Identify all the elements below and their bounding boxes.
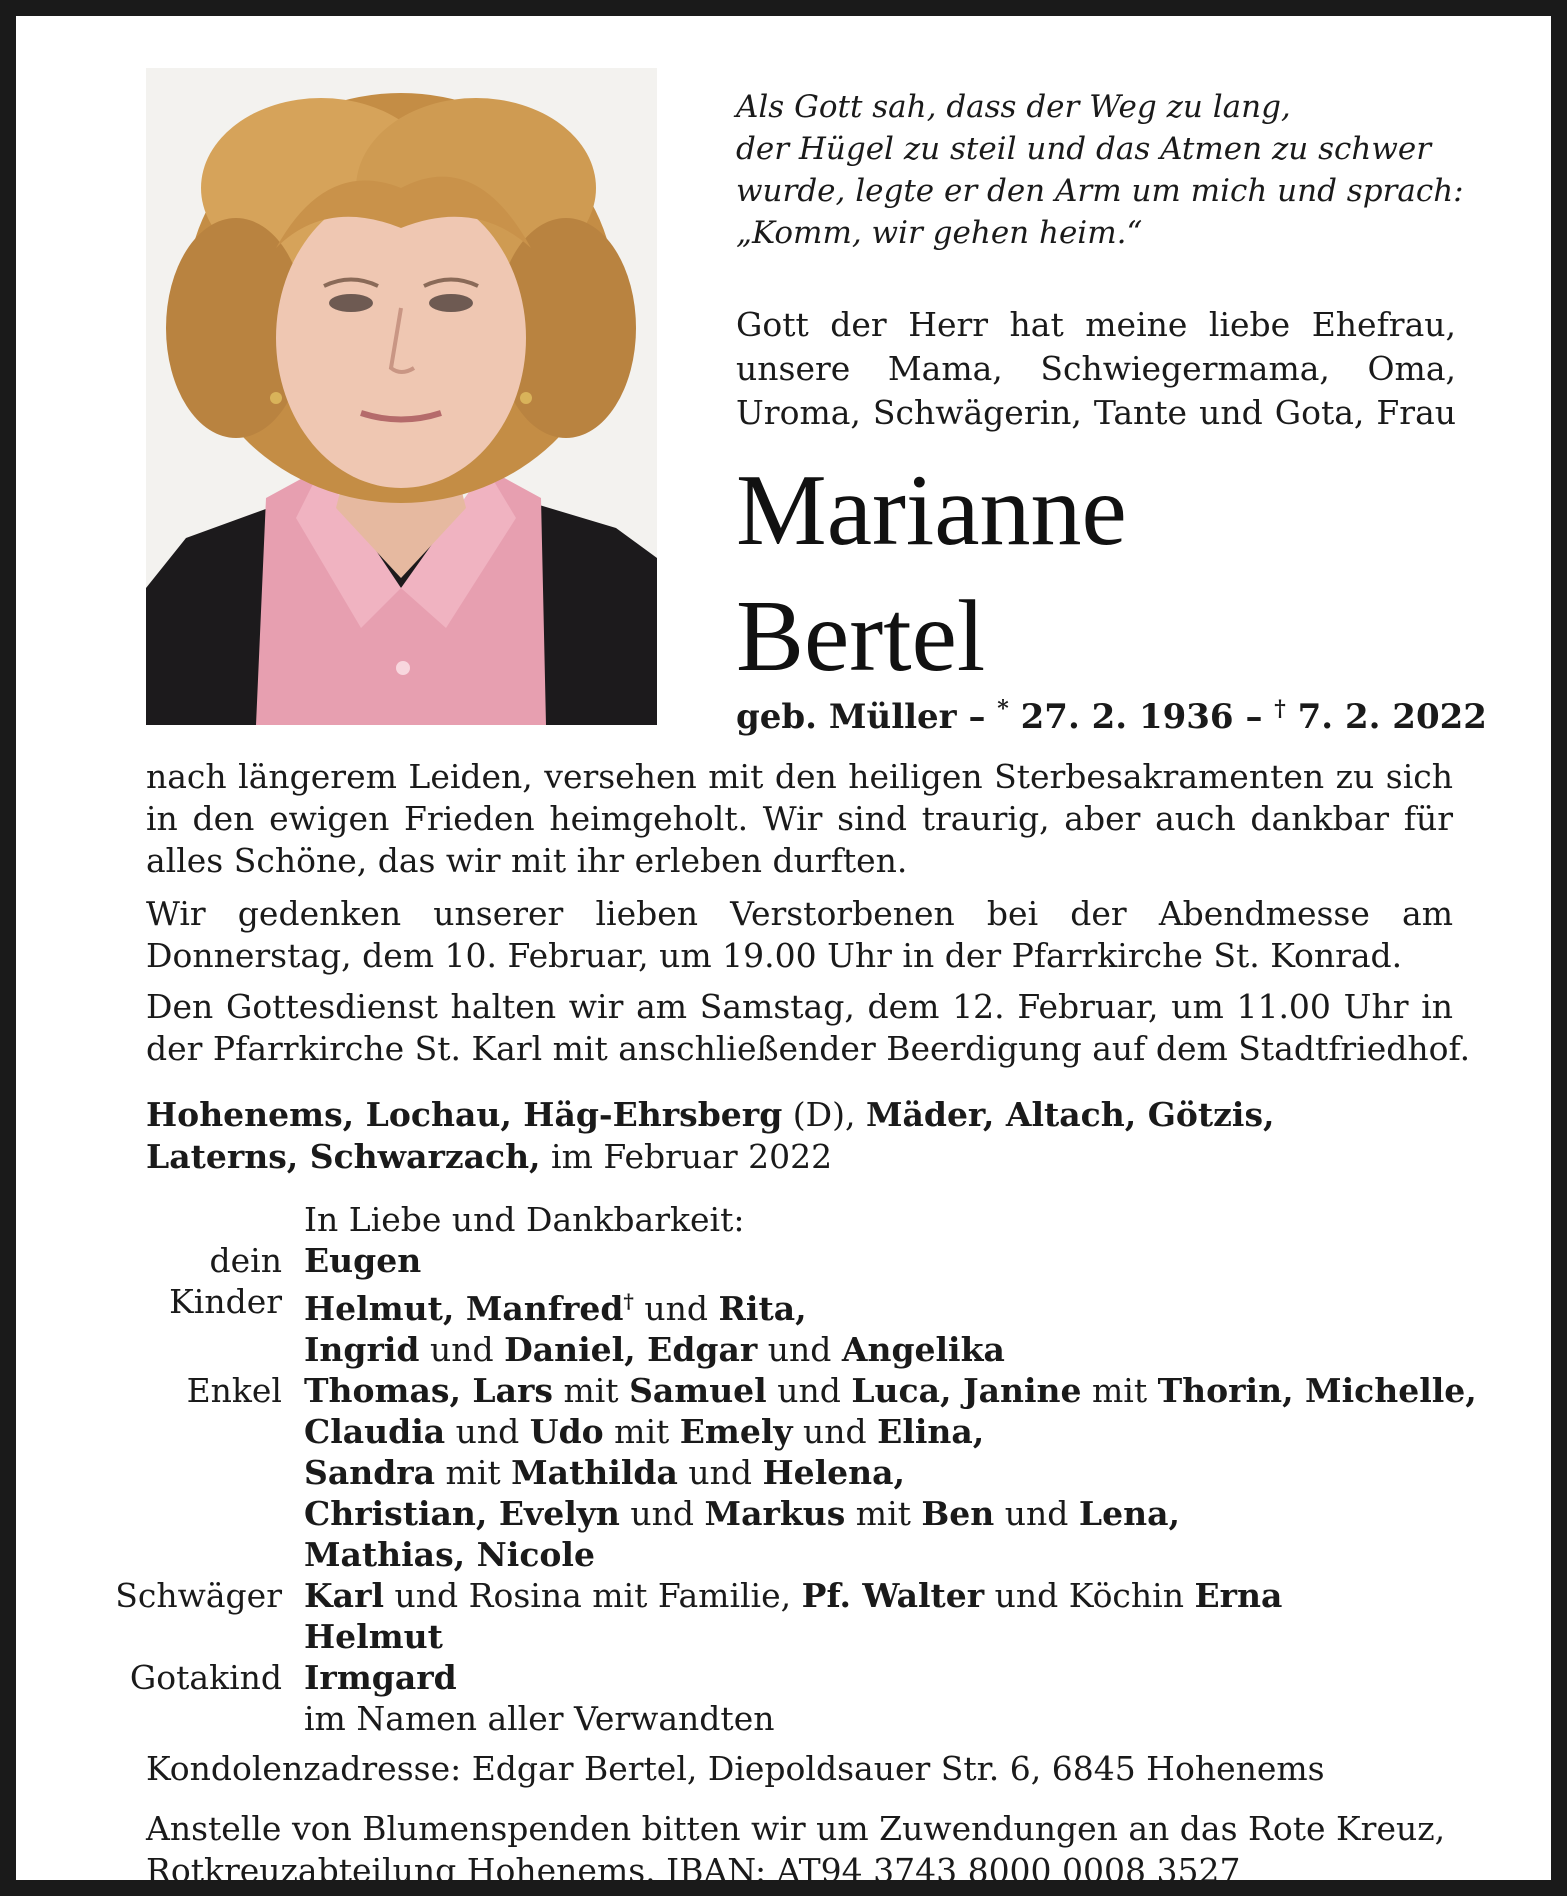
- intro-text: [736, 303, 1456, 435]
- donation-note: Anstelle von Blumenspenden bitten wir um Zuwendungen an das Rote Kreuz, Rotkreuzabteilung Hohenems. IBAN: AT94 3743 8000 0008 3527: [146, 1809, 1446, 1890]
- family-row-grandchildren: Enkel Thomas, Lars mit Samuel und Luca, Janine mit Thorin, Michelle,: [186, 1371, 1477, 1410]
- deceased-name: [736, 448, 1456, 700]
- family-row-godchild: Gotakind Irmgard: [129, 1658, 457, 1697]
- portrait-image: [146, 68, 657, 725]
- poem-line: wurde, legte er den Arm um mich und sprach:: [736, 173, 1464, 209]
- family-row-grandchildren-5: Mathias, Nicole: [304, 1535, 595, 1574]
- first-name: Marianne: [736, 454, 1127, 567]
- life-dates: geb. Müller – * 27. 2. 1936 – † 7. 2. 2022: [736, 696, 1487, 737]
- family-heading-row: [112, 1199, 1477, 1240]
- condolence-address: Kondolenzadresse: Edgar Bertel, Diepoldsauer Str. 6, 6845 Hohenems: [146, 1749, 1325, 1788]
- intro-line: Gott der Herr hat meine liebe Ehefrau,: [736, 305, 1456, 344]
- birth-name: geb. Müller: [736, 697, 957, 737]
- paragraph-announcement: nach längerem Leiden, versehen mit den heiligen Sterbesakramenten zu sich in den ewigen Frieden heimgeholt. Wir sind traurig, aber auch dankbar für alles Schöne, das wir mit ihr erleben durften.: [146, 757, 1453, 880]
- birth-symbol: *: [997, 696, 1009, 722]
- poem-line: „Komm, wir gehen heim.“: [736, 215, 1143, 251]
- birth-date: 27. 2. 1936: [1020, 697, 1234, 737]
- death-date: 7. 2. 2022: [1297, 697, 1487, 737]
- family-list: [112, 1199, 1477, 1739]
- family-row-children-2: Ingrid und Daniel, Edgar und Angelika: [304, 1330, 1005, 1369]
- family-row-in-laws: Schwäger Karl und Rosina mit Familie, Pf. Walter und Köchin Erna: [115, 1576, 1283, 1615]
- family-heading: In Liebe und Dankbarkeit:: [304, 1200, 745, 1239]
- intro-line: Uroma, Schwägerin, Tante und Gota, Frau: [736, 393, 1456, 432]
- poem-line: Als Gott sah, dass der Weg zu lang,: [736, 89, 1291, 125]
- family-row-children: Kinder Helmut, Manfred† und Rita,: [169, 1282, 807, 1328]
- places-and-date: Hohenems, Lochau, Häg-Ehrsberg (D), Mäder, Altach, Götzis, Laterns, Schwarzach, im Februar 2022: [146, 1095, 1275, 1176]
- poem-line: der Hügel zu steil und das Atmen zu schwer: [736, 131, 1432, 167]
- poem: [736, 86, 1464, 254]
- portrait-photo: [146, 68, 657, 725]
- death-symbol: †: [1274, 696, 1286, 722]
- family-row-in-laws-2: Helmut: [304, 1617, 443, 1656]
- paragraph-funeral-service: Den Gottesdienst halten wir am Samstag, dem 12. Februar, um 11.00 Uhr in der Pfarrkirche St. Karl mit anschließender Beerdigung auf dem Stadtfriedhof.: [146, 987, 1471, 1068]
- family-row-grandchildren-4: Christian, Evelyn und Markus mit Ben und Lena,: [304, 1494, 1180, 1533]
- intro-line: unsere Mama, Schwiegermama, Oma,: [736, 349, 1456, 388]
- last-name: Bertel: [736, 580, 986, 693]
- family-row-spouse: dein Eugen: [209, 1241, 422, 1280]
- paragraph-evening-mass: Wir gedenken unserer lieben Verstorbenen bei der Abendmesse am Donnerstag, dem 10. Februar, um 19.00 Uhr in der Pfarrkirche St. Konrad.: [146, 894, 1453, 975]
- family-row-grandchildren-2: Claudia und Udo mit Emely und Elina,: [304, 1412, 985, 1451]
- family-closing-row: im Namen aller Verwandten: [304, 1699, 775, 1738]
- family-row-grandchildren-3: Sandra mit Mathilda und Helena,: [304, 1453, 906, 1492]
